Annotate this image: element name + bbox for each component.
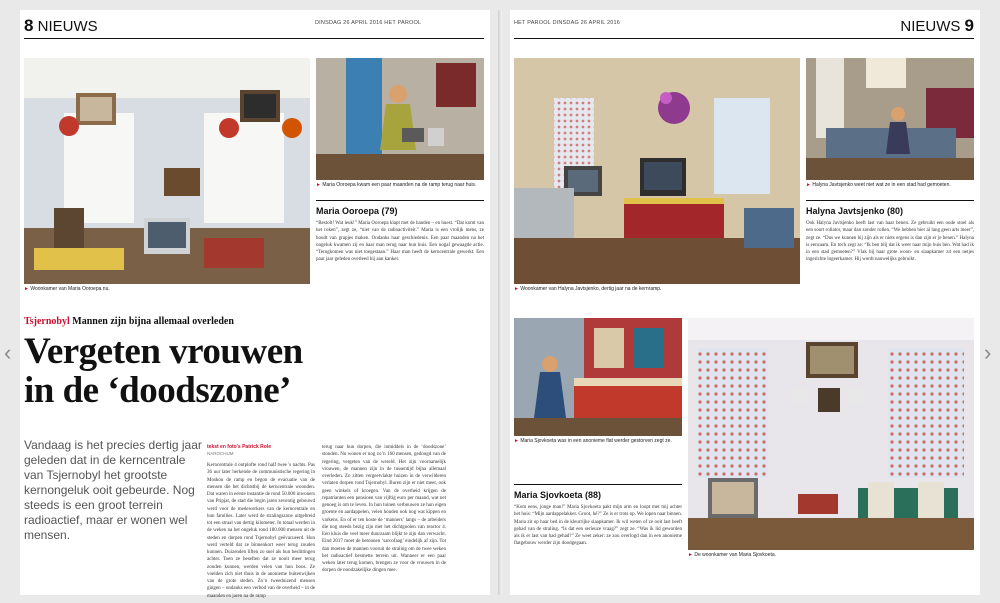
profile-name: Maria Ooroepa (79) [316,206,398,216]
header-rule [24,38,484,39]
header-rule [514,38,974,39]
kicker-topic: Tsjernobyl [24,316,70,327]
photo-maria-sjovkoeta-portrait [514,318,682,436]
dateline: DINSDAG 26 APRIL 2016 HET PAROOL [315,20,422,26]
page-header-left [24,16,98,36]
headline-line-2: in de ‘doodszone’ [24,370,291,411]
profile-rule [806,200,974,201]
section-label: NIEUWS [37,18,98,35]
profile-text: Ook Halyna Javtsjenko heeft last van haar benen. Ze gebruikt een oude stoel als een soort rollator, maar dan zonder rollen. “We hebben hier al lang geen arts meer”, zegt ze. “Dus we kunnen bij zijn als er niets ergens is dan zijn er je benen.” Halyna is eenzaam. En toch zegt ze: “Ik ben blij dat ik weer naar mijn huis ben. Wat had ik in een stad gemoeten?” Vlak bij haar grote woon- en slaapkamer zit een netjes ingerichte logeerkamer. Hij wordt nauwelijks gebruikt. [806,221,974,263]
profile-rule [316,200,484,201]
section-label: NIEUWS [900,18,961,35]
right-page [510,10,980,595]
photo-maria-ooroepa-room [24,58,310,284]
photo-halyna-portrait [806,58,974,180]
photo3-caption: ► Maria Sjovkoeta was in een anonieme flat werder gestorven zegt ze. [514,438,672,444]
photo4-caption: ► De woonkamer van Maria Sjovkoeta. [688,552,777,558]
page-number: 9 [964,16,974,35]
kicker [24,316,234,327]
photo2-caption: ► Halyna Javtsjenko weet niet wat ze in een stad had gemoeten. [806,182,951,188]
article-column-2: terug naar hun dorpen, die inmiddels in de ‘doodszone’ stonden. Nu wonen er nog zo’n 160 mensen, gedoogd van de regering, vergeten van de wereld. Het zijn voornamelijk vrouwen, de mannen zijn in de tussentijd bijna allemaal overleden. Zo zitten vergeetvlakte huizen in de verwilderen verlaten dorpen rond Tsjernobyl. Buren zijn er niet meer, ook geen winkels of kroegen. Van de overheid krijgen de repatrianten een pensioen van vijftig euro per maand, wat net genoeg is om te leven. In hun tuinen verbouwen ze hun eigen groente en aardappelen, velen houden ook nog wat kippen en varkens. En of er ten koste de ‘manners’ langs – de arbeiders die nog steeds bezig zijn met het dichtgooien van reactor 4. Een kluis die veel meer duurzaam blijkt te zijn dan verwacht. Eind 2017 moet de betonnen ‘sarcofaag’ eindelijk af zijn. Tot dan moeten de mannen vooruit de straling om de twee weken het radioactief besmette terrein uit. Wanneer er een paar weken later terug komen, brengen ze voor de vrouwen in de dorpen de noodzakelijke dingen mee. [322,445,446,574]
kicker-subtitle: Mannen zijn bijna allemaal overleden [72,316,234,327]
profile2-text: “Kom eens, jonge man!” Maria Sjovkoeta pakt mijn arm en loopt met mij achter het huis: “Mijn aardappelakker. Groot, hé?” Ze is er trots op. We lopen naar binnen. Maria zit op haar bed in de kleurrijke slaapkamer. Ik wil weten of ze ooit last heeft gehad van de straling. “Is dat een serieuze vraag?” zegt ze. “Was ik lid geworden als ik er last van had gehad?” Ze weet zeker: ze zou overlogd dan in een anonieme flatgebouw werder zijn doodgegaan. [514,505,682,547]
prev-page-icon[interactable]: ‹ [4,340,12,365]
headline [24,332,474,410]
photo-maria-sjovkoeta-room [688,318,974,550]
photo1-caption: ► Woonkamer van Halyna Javtsjenko, dertig jaar na de kernramp. [514,286,662,292]
profile-name: Halyna Javtsjenko (80) [806,206,904,216]
dateline: HET PAROOL DINSDAG 26 APRIL 2016 [514,20,621,26]
article-column-1: Kerncentrale 4 ontplofte rond half twee 's nachts. Pas 36 uur later herkende de communistische regering in Moskou de ramp en begon de evacuatie van de mensen die het dichtstbij de kerncentrale woonden. Dat waren in eerste instantie de rond 50.000 inwoners van Pripjat, de stad die begin jaren zeventig gebouwd werd voor de medewerkers van de kerncentrale en hun families. Later werd de stralingszone uitgebreid tot een straal van dertig kilometer. In totaal werden in de weken na het ongeluk rond 180.000 mensen uit de steden en dorpen rond Tsjernobyl geëvacueerd. Hun werd verteld dat ze binnenkort weer terug zouden kunnen. Duizenden liften zo snel als hun beslittingen achter. Toen ze beseften dat ze nooit meer terug zouden kunnen, werden velen van hun boos. Ze voelden zich niet thuis in de anonieme buitenwijken van de grote steden. Zo’n tweeduizend mensen gingen – ondanks een verbod van de overheid – in de maanden en jaren na de ramp [207,463,315,599]
profile2-rule [514,484,682,485]
photo1-caption: ► Woonkamer van Maria Ooroepa nu. [24,286,110,292]
profile-text: “Bestolt! Wat leuk!” Maria Ooroepa klapt met de handen – en huest. “Dat komt van het roken”, zegt ze, “niet van de radioactiviteit.” Maria is een vrolijk mens, ze houdt van grapjes maken. Ondanks haar geschiedenis. Een paar maanden na het ongeluk kwamen zij en haar man terug naar hun huis. Een nogal gewaagde actie. “Terugkomen was niet toegestaan.” Haar man heeft de kerncentrale gewerkt. Een paar jaar geleden overleed hij aan kanker. [316,221,484,263]
page-gutter [498,10,502,595]
byline-location: NAROCHUM [207,451,234,456]
photo-maria-ooroepa-portrait [316,58,484,180]
headline-line-1: Vergeten vrouwen [24,331,303,372]
profile2-name: Maria Sjovkoeta (88) [514,490,602,500]
page-header-right [900,16,974,36]
page-number: 8 [24,16,34,35]
photo2-caption: ► Maria Ooroepa kwam een paar maanden na de ramp terug naar huis. [316,182,477,188]
byline: tekst en foto’s Patrick Role [207,444,271,450]
photo-halyna-room [514,58,800,284]
next-page-icon[interactable]: › [984,340,992,365]
left-page [20,10,490,599]
intro-text: Vandaag is het precies dertig jaar geleden dat in de kerncentrale van Tsjernobyl het grootste kernongeluk ooit gebeurde. Nog steeds is een groot terrein radioactief, maar er wonen wel mensen. [24,438,202,542]
